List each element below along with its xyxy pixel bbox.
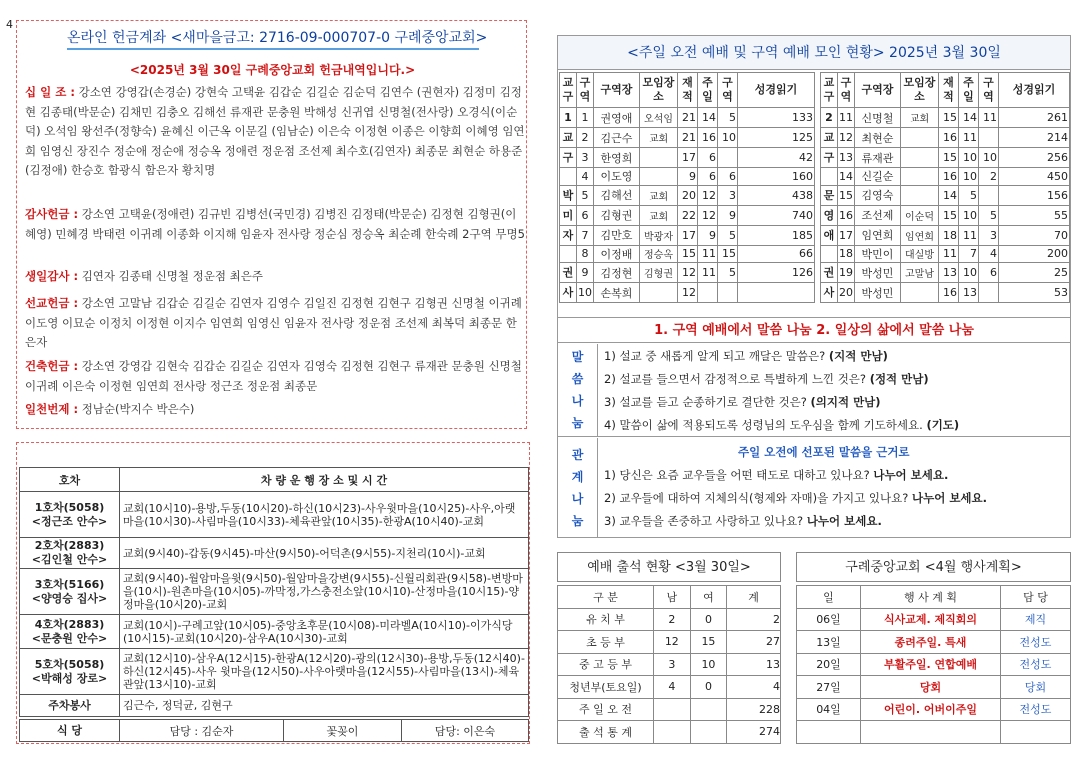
cell: 214 bbox=[999, 128, 1070, 148]
cell: 이순덕 bbox=[901, 205, 939, 225]
group-cell: 사 bbox=[560, 283, 577, 303]
cell: 2 bbox=[727, 608, 781, 631]
relation-sharing-label: 관 계 나 눔 bbox=[558, 438, 598, 538]
group-cell: 박 bbox=[560, 185, 577, 205]
table-row bbox=[558, 698, 781, 721]
group-cell: 자 bbox=[560, 225, 577, 245]
cell: 12 bbox=[698, 205, 718, 225]
cell: 185 bbox=[738, 225, 815, 245]
cell: 전성도 bbox=[1001, 698, 1071, 721]
cell: 3 bbox=[979, 225, 999, 245]
cell: 고말남 bbox=[901, 263, 939, 283]
cell: 신길순 bbox=[855, 168, 901, 186]
cell: 450 bbox=[999, 168, 1070, 186]
cell: 740 bbox=[738, 205, 815, 225]
cell: 손복희 bbox=[594, 283, 640, 303]
cell: 13 bbox=[939, 263, 959, 283]
table-row bbox=[821, 148, 1070, 168]
cell: 7 bbox=[577, 225, 594, 245]
table-row bbox=[560, 225, 815, 245]
cell: 10 bbox=[979, 148, 999, 168]
cell: 신명철 bbox=[855, 108, 901, 128]
group-cell: 교 bbox=[560, 128, 577, 148]
cell: 256 bbox=[999, 148, 1070, 168]
cell: 11 bbox=[959, 225, 979, 245]
cell: 12 bbox=[698, 185, 718, 205]
group-cell bbox=[560, 245, 577, 263]
cell: 전성도 bbox=[1001, 631, 1071, 654]
events-title: 구례중앙교회 <4월 행사계획> bbox=[796, 552, 1071, 582]
cell: 6 bbox=[577, 205, 594, 225]
cell: 김만호 bbox=[594, 225, 640, 245]
cell: 10 bbox=[959, 168, 979, 186]
group-cell: 2 bbox=[821, 108, 838, 128]
cell: 13 bbox=[959, 283, 979, 303]
cell: 9 bbox=[678, 168, 698, 186]
gathering-table-right: 교구 구역 구역장 모임장소 재적 주일 구역 성경읽기 2 11 신명철 교회 15 14 11 261 교 12 최현순 16 11 214 구 13 류재관 15 10 10 256 14 신길순 16 10 2 450 문 15 김영숙 14 5 156 영 16 조선제 이순덕 15 10 5 55 애 17 임연희 임연희 18 11 3 70 18 박민이 대실방 11 7 4 200 권 19 박성민 고말남 13 10 6 25 사 20 박성민 16 13 53 bbox=[820, 72, 1070, 303]
cell: 김형권 bbox=[594, 205, 640, 225]
cell: 12 bbox=[678, 283, 698, 303]
table-row bbox=[821, 263, 1070, 283]
cell: 10 bbox=[959, 205, 979, 225]
cell: 200 bbox=[999, 245, 1070, 263]
events-box bbox=[796, 552, 1071, 740]
cell: 16 bbox=[939, 283, 959, 303]
table-row bbox=[797, 698, 1071, 721]
cell: 11 bbox=[698, 245, 718, 263]
cell: 4 bbox=[654, 676, 691, 699]
cell: 20 bbox=[838, 283, 855, 303]
events-table: 일 행 사 계 획 담 당 06일 식사교제. 제직회의 제직 13일 종려주일. 특새 전성도 20일 부활주일. 연합예배 전성도 27일 당회 당회 04일 어린이. 어버이주일 전성도 bbox=[796, 585, 1071, 744]
cell: 임연희 bbox=[855, 225, 901, 245]
cell: 3 bbox=[718, 185, 738, 205]
cell: 12 bbox=[678, 263, 698, 283]
birthday-section: 생일감사 : 김연자 김종태 신명철 정운점 최은주 bbox=[25, 269, 263, 283]
cell: 2 bbox=[979, 168, 999, 186]
cell: 14 bbox=[939, 185, 959, 205]
cell bbox=[718, 283, 738, 303]
cell: 25 bbox=[999, 263, 1070, 283]
table-row bbox=[821, 245, 1070, 263]
group-cell: 사 bbox=[821, 283, 838, 303]
cell: 이정배 bbox=[594, 245, 640, 263]
table-row bbox=[821, 225, 1070, 245]
table-row bbox=[560, 245, 815, 263]
cell: 류재관 bbox=[855, 148, 901, 168]
cell bbox=[690, 721, 727, 744]
cell: 어린이. 어버이주일 bbox=[861, 698, 1001, 721]
table-row bbox=[821, 283, 1070, 303]
cell: 부활주일. 연합예배 bbox=[861, 653, 1001, 676]
cell bbox=[979, 128, 999, 148]
cell: 13 bbox=[727, 653, 781, 676]
cell: 4 bbox=[727, 676, 781, 699]
cell: 27일 bbox=[797, 676, 861, 699]
building-section: 건축헌금 : 강소연 강영갑 김현숙 김갑순 김길순 김연자 김영숙 김정현 김현구 류재관 문충원 신명철 이귀례 이은숙 이정현 임연희 전사랑 정근조 정운점 최종문 bbox=[25, 359, 522, 393]
cell: 김형권 bbox=[640, 263, 678, 283]
table-row bbox=[558, 721, 781, 744]
cell: 16 bbox=[698, 128, 718, 148]
table-row bbox=[558, 676, 781, 699]
cell: 교회 bbox=[640, 185, 678, 205]
cell: 교회 bbox=[901, 108, 939, 128]
table-row: 4호차(2883) <문충원 안수> 교회(10시)-구례고앞(10시05)-중앙초후문(10시08)-미라벨A(10시10)-이가식당(10시15)-교회(10시20)-삼우A(10시30)-교회 bbox=[20, 615, 529, 649]
cell: 160 bbox=[738, 168, 815, 186]
cell: 0 bbox=[690, 676, 727, 699]
cell: 11 bbox=[959, 128, 979, 148]
table-row bbox=[797, 721, 1071, 744]
group-cell: 문 bbox=[821, 185, 838, 205]
cell: 6 bbox=[979, 263, 999, 283]
cell: 16 bbox=[838, 205, 855, 225]
cell: 126 bbox=[738, 263, 815, 283]
cell: 0 bbox=[690, 608, 727, 631]
word-sharing: 말 씀 나 눔 1) 설교 중 새롭게 알게 되고 깨달은 말씀은? (지적 만남) 2) 설교를 들으면서 감정적으로 특별하게 느낀 것은? (정적 만남) 3) 설교를 듣고 순종하기로 결단한 것은? (의지적 만남) 4) 말씀이 삶에 적용되도록 성령님의 도우심을 함께 기도하세요. (기도) bbox=[558, 344, 1070, 437]
cell bbox=[901, 148, 939, 168]
table-row bbox=[821, 168, 1070, 186]
group-cell: 구 bbox=[821, 148, 838, 168]
group-cell bbox=[560, 168, 577, 186]
cell bbox=[797, 721, 861, 744]
cell bbox=[698, 283, 718, 303]
cell: 14 bbox=[698, 108, 718, 128]
group-cell: 권 bbox=[560, 263, 577, 283]
table-row bbox=[560, 185, 815, 205]
cell: 5 bbox=[979, 205, 999, 225]
table-row: 주차봉사 김근수, 정덕균, 김현구 bbox=[20, 695, 529, 717]
cell bbox=[901, 128, 939, 148]
gathering-table-left: 교구 구역 구역장 모임장소 재적 주일 구역 성경읽기 1 1 권영애 오석임 21 14 5 133 교 2 김근수 교회 21 16 10 125 구 3 한영희 17 6 42 4 이도영 9 6 6 160 박 5 김해선 교회 20 12 3 438 미 6 김형권 교회 22 12 9 740 자 7 김만호 박광자 17 9 5 185 8 이정배 정승옥 15 11 15 66 권 9 김정현 김형권 12 11 5 126 사 10 손복희 12 bbox=[559, 72, 815, 303]
cell: 5 bbox=[718, 263, 738, 283]
cell: 박광자 bbox=[640, 225, 678, 245]
table-row bbox=[821, 205, 1070, 225]
table-row: 3호차(5166) <양영승 집사> 교회(9시40)-월암마을윗(9시50)-월암마을강변(9시55)-신월리회관(9시58)-변방마을(10시)-원촌마을(10시05)-까막정,가스충전소앞(10시10)-산정마을(10시15)-양정마을(10시20)-교회 bbox=[20, 569, 529, 615]
table-row bbox=[821, 128, 1070, 148]
page-number: 4 bbox=[6, 18, 13, 31]
table-row bbox=[558, 653, 781, 676]
table-row bbox=[560, 108, 815, 128]
cell bbox=[979, 283, 999, 303]
cell: 17 bbox=[678, 225, 698, 245]
cell: 종려주일. 특새 bbox=[861, 631, 1001, 654]
cell: 전성도 bbox=[1001, 653, 1071, 676]
cell: 11 bbox=[939, 245, 959, 263]
cell bbox=[640, 283, 678, 303]
account-title: 온라인 헌금계좌 <새마을금고: 2716-09-000707-0 구례중앙교회> bbox=[67, 27, 479, 50]
cell: 15 bbox=[718, 245, 738, 263]
cell: 21 bbox=[678, 128, 698, 148]
cell: 제직 bbox=[1001, 608, 1071, 631]
cell: 6 bbox=[698, 148, 718, 168]
cell bbox=[654, 721, 691, 744]
cell: 최현순 bbox=[855, 128, 901, 148]
cell: 133 bbox=[738, 108, 815, 128]
cell: 04일 bbox=[797, 698, 861, 721]
offering-subtitle: <2025년 3월 30일 구례중앙교회 헌금내역입니다.> bbox=[129, 63, 416, 77]
cell: 20 bbox=[678, 185, 698, 205]
cell: 4 bbox=[577, 168, 594, 186]
cell: 21 bbox=[678, 108, 698, 128]
table-row bbox=[560, 283, 815, 303]
cell: 당회 bbox=[861, 676, 1001, 699]
table-row bbox=[560, 205, 815, 225]
cell: 김정현 bbox=[594, 263, 640, 283]
cell: 초 등 부 bbox=[558, 631, 654, 654]
word-sharing-label: 말 씀 나 눔 bbox=[558, 344, 598, 436]
group-cell bbox=[821, 245, 838, 263]
mission-section: 선교헌금 : 강소연 고말남 김갑순 김길순 김연자 김영수 김일진 김정현 김현구 김형권 신명철 이귀례 이도영 이묘순 이정치 이정현 이지수 임연희 임영신 임윤자 전사랑 정운점 조선제 최복덕 최종문 한은자 bbox=[25, 296, 522, 349]
relation-sharing: 관 계 나 눔 주일 오전에 선포된 말씀을 근거로 1) 당신은 요즘 교우들을 어떤 태도로 대하고 있나요? 나누어 보세요. 2) 교우들에 대하여 지체의식(형제와 자매)을 가지고 있나요? 나누어 보세요. 3) 교우들을 존중하고 사랑하고 있나요? 나누어 보세요. bbox=[558, 438, 1070, 538]
cell: 20일 bbox=[797, 653, 861, 676]
cell: 주 일 오 전 bbox=[558, 698, 654, 721]
sharing-theme: 1. 구역 예배에서 말씀 나눔 2. 일상의 삶에서 말씀 나눔 bbox=[558, 317, 1070, 343]
attendance-box bbox=[557, 552, 781, 740]
table-row bbox=[560, 263, 815, 283]
cell: 박민이 bbox=[855, 245, 901, 263]
cell bbox=[738, 283, 815, 303]
attendance-table: 구 분 남 여 계 유 치 부 2 0 2 초 등 부 12 15 27 중 고 등 부 3 10 13 청년부(토요일) 4 0 4 주 일 오 전 228 출 석 통 계 274 bbox=[557, 585, 781, 744]
group-cell: 권 bbox=[821, 263, 838, 283]
cell: 당회 bbox=[1001, 676, 1071, 699]
cell: 김근수 bbox=[594, 128, 640, 148]
cell: 4 bbox=[979, 245, 999, 263]
cell: 박성민 bbox=[855, 283, 901, 303]
cell: 125 bbox=[738, 128, 815, 148]
cell: 교회 bbox=[640, 205, 678, 225]
cell: 6 bbox=[698, 168, 718, 186]
cell: 출 석 통 계 bbox=[558, 721, 654, 744]
cell: 8 bbox=[577, 245, 594, 263]
cell: 10 bbox=[718, 128, 738, 148]
table-row bbox=[797, 653, 1071, 676]
cell: 5 bbox=[577, 185, 594, 205]
table-row bbox=[797, 608, 1071, 631]
gathering-title: <주일 오전 예배 및 구역 예배 모인 현황> 2025년 3월 30일 bbox=[558, 36, 1070, 70]
cell: 정승옥 bbox=[640, 245, 678, 263]
cell: 한영희 bbox=[594, 148, 640, 168]
attendance-title: 예배 출석 현황 <3월 30일> bbox=[557, 552, 781, 582]
table-row bbox=[797, 676, 1071, 699]
group-cell: 구 bbox=[560, 148, 577, 168]
cell: 오석임 bbox=[640, 108, 678, 128]
cell: 12 bbox=[838, 128, 855, 148]
cell: 16 bbox=[939, 168, 959, 186]
table-row bbox=[560, 128, 815, 148]
cell: 12 bbox=[654, 631, 691, 654]
cell bbox=[718, 148, 738, 168]
cell: 권영애 bbox=[594, 108, 640, 128]
cell bbox=[690, 698, 727, 721]
cell: 5 bbox=[959, 185, 979, 205]
table-row bbox=[558, 631, 781, 654]
cell bbox=[640, 148, 678, 168]
cell: 2 bbox=[577, 128, 594, 148]
cell: 김해선 bbox=[594, 185, 640, 205]
cell: 70 bbox=[999, 225, 1070, 245]
cell: 교회 bbox=[640, 128, 678, 148]
cell: 22 bbox=[678, 205, 698, 225]
cell: 15 bbox=[678, 245, 698, 263]
cell: 15 bbox=[939, 148, 959, 168]
group-cell: 교 bbox=[821, 128, 838, 148]
cell: 청년부(토요일) bbox=[558, 676, 654, 699]
cell: 15 bbox=[939, 108, 959, 128]
cell: 156 bbox=[999, 185, 1070, 205]
cell bbox=[979, 185, 999, 205]
cell: 14 bbox=[838, 168, 855, 186]
group-cell: 미 bbox=[560, 205, 577, 225]
cell: 17 bbox=[838, 225, 855, 245]
cell: 대실방 bbox=[901, 245, 939, 263]
cell: 10 bbox=[690, 653, 727, 676]
cell: 18 bbox=[838, 245, 855, 263]
cell: 228 bbox=[727, 698, 781, 721]
cell: 조선제 bbox=[855, 205, 901, 225]
cell bbox=[640, 168, 678, 186]
cell: 18 bbox=[939, 225, 959, 245]
cell: 274 bbox=[727, 721, 781, 744]
cell: 438 bbox=[738, 185, 815, 205]
thanks-section: 감사헌금 : 강소연 고택윤(정애련) 김규빈 김병선(국민경) 김병진 김정태(박문순) 김정현 김형권(이혜영) 민혜경 박태련 이귀례 이종화 이지해 임윤자 전사랑 정순심 정승옥 최순례 한숙례 2구역 무명5 bbox=[25, 207, 525, 241]
cell: 3 bbox=[577, 148, 594, 168]
tithe-section: 십 일 조 : 강소연 강영갑(손경순) 강현숙 고택윤 김갑순 김길순 김순덕 김연수 (권현자) 김정미 김정현 김종태(박문순) 김채민 김충오 김해선 류재관 문충원 박해성 신귀엽 신명철(전사랑) 오경식(이순덕) 오석임 왕선주(정향숙) 윤혜신 이근옥 이문길 (임남순) 이은숙 이정현 이종은 이향희 이혜영 임연희 임영신 장진수 정순애 정순애 정승옥 정애련 정운점 조선제 최수호(김연자) 최종문 최현순 하용준(김정애) 한승호 함광식 함은자 황치명 bbox=[25, 85, 525, 177]
cell: 김영숙 bbox=[855, 185, 901, 205]
cell: 1 bbox=[577, 108, 594, 128]
cell: 10 bbox=[959, 148, 979, 168]
cell bbox=[1001, 721, 1071, 744]
cell: 27 bbox=[727, 631, 781, 654]
table-row bbox=[821, 185, 1070, 205]
gathering-box bbox=[557, 35, 1071, 538]
cell: 16 bbox=[939, 128, 959, 148]
cell: 9 bbox=[577, 263, 594, 283]
table-row: 1호차(5058) <정근조 안수> 교회(10시10)-용방,두동(10시20)-하신(10시23)-사우윗마을(10시25)-사우,아랫마을(10시30)-사림마을(10시33)-체육관앞(10시35)-한광A(10시40)-교회 bbox=[20, 492, 529, 538]
cell: 11 bbox=[698, 263, 718, 283]
cell: 53 bbox=[999, 283, 1070, 303]
cell: 5 bbox=[718, 225, 738, 245]
cell: 식사교제. 제직회의 bbox=[861, 608, 1001, 631]
cell bbox=[901, 185, 939, 205]
cell: 10 bbox=[959, 263, 979, 283]
cell: 임연희 bbox=[901, 225, 939, 245]
cell: 19 bbox=[838, 263, 855, 283]
cell: 13 bbox=[838, 148, 855, 168]
thousand-section: 일천번제 : 정남순(박지수 박은수) bbox=[25, 402, 195, 416]
cell bbox=[861, 721, 1001, 744]
cell: 11 bbox=[838, 108, 855, 128]
cell: 6 bbox=[718, 168, 738, 186]
cell bbox=[901, 168, 939, 186]
cell: 2 bbox=[654, 608, 691, 631]
group-cell: 1 bbox=[560, 108, 577, 128]
cell: 11 bbox=[979, 108, 999, 128]
table-row: 5호차(5058) <박해성 장로> 교회(12시10)-삼우A(12시15)-한광A(12시20)-광의(12시30)-용방,두동(12시40)-하신(12시45)-사우 윗마을(12시50)-사우아랫마을(12시55)-사림마을(13시)-체육관앞(13시10)-교회 bbox=[20, 649, 529, 695]
cell: 06일 bbox=[797, 608, 861, 631]
cell: 이도영 bbox=[594, 168, 640, 186]
table-row: 2호차(2883) <김인철 안수> 교회(9시40)-갑동(9시45)-마산(9시50)-어덕촌(9시55)-지천리(10시)-교회 bbox=[20, 538, 529, 569]
cell: 66 bbox=[738, 245, 815, 263]
cell: 17 bbox=[678, 148, 698, 168]
cell: 유 치 부 bbox=[558, 608, 654, 631]
cell: 55 bbox=[999, 205, 1070, 225]
table-row bbox=[797, 631, 1071, 654]
group-cell bbox=[821, 168, 838, 186]
meal-table: 식 당 담당 : 김순자 꽃꽂이 담당: 이은숙 bbox=[19, 719, 529, 742]
cell: 5 bbox=[718, 108, 738, 128]
cell: 9 bbox=[718, 205, 738, 225]
cell: 15 bbox=[690, 631, 727, 654]
vehicle-box bbox=[16, 442, 530, 744]
cell: 42 bbox=[738, 148, 815, 168]
cell: 9 bbox=[698, 225, 718, 245]
cell bbox=[654, 698, 691, 721]
cell bbox=[901, 283, 939, 303]
cell: 10 bbox=[577, 283, 594, 303]
table-row bbox=[560, 148, 815, 168]
cell: 14 bbox=[959, 108, 979, 128]
cell: 15 bbox=[939, 205, 959, 225]
offering-box bbox=[16, 20, 527, 429]
group-cell: 영 bbox=[821, 205, 838, 225]
cell: 7 bbox=[959, 245, 979, 263]
cell: 중 고 등 부 bbox=[558, 653, 654, 676]
cell: 13일 bbox=[797, 631, 861, 654]
group-cell: 애 bbox=[821, 225, 838, 245]
cell: 15 bbox=[838, 185, 855, 205]
vehicle-table: 호차 차 량 운 행 장 소 및 시 간 1호차(5058) <정근조 안수> 교회(10시10)-용방,두동(10시20)-하신(10시23)-사우윗마을(10시25)-사우,아랫마을(10시30)-사림마을(10시33)-체육관앞(10시35)-한광A(10시40)-교회 2호차(2883) <김인철 안수> 교회(9시40)-갑동(9시45)-마산(9시50)-어덕촌(9시55)-지천리(10시)-교회 3호차(5166) <양영승 집사> 교회(9시40)-월암마을윗(9시50)-월암마을강변(9시55)-신월리회관(9시58)-변방마을(10시)-원촌마을(10시05)-까막정,가스충전소앞(10시10)-산정마을(10시15)-양정마을(10시20)-교회 4호차(2883) <문충원 안수> 교회(10시)-구례고앞(10시05)-중앙초후문(10시08)-미라벨A(10시10)-이가식당(10시15)-교회(10시20)-삼우A(10시30)-교회 5호차(5058) <박해성 장로> 교회(12시10)-삼우A(12시15)-한광A(12시20)-광의(12시30)-용방,두동(12시40)-하신(12시45)-사우 윗마을(12시50)-사우아랫마을(12시55)-사림마을(13시)-체육관앞(13시10)-교회 주차봉사 김근수, 정덕균, 김현구 bbox=[19, 467, 529, 717]
table-row bbox=[821, 108, 1070, 128]
cell: 박성민 bbox=[855, 263, 901, 283]
table-row bbox=[558, 608, 781, 631]
cell: 3 bbox=[654, 653, 691, 676]
cell: 261 bbox=[999, 108, 1070, 128]
table-row bbox=[560, 168, 815, 186]
